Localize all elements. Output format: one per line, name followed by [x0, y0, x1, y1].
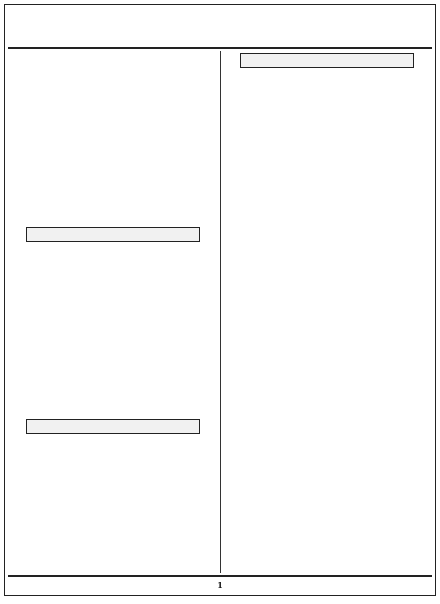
- letter-header: [26, 227, 200, 242]
- page-number: 1: [217, 580, 223, 590]
- column-divider: [220, 51, 221, 573]
- continued-text: [8, 51, 218, 221]
- masthead-title: [8, 8, 432, 26]
- left-column: [8, 51, 218, 573]
- masthead-publisher-line: [8, 37, 432, 46]
- letter-section: [222, 51, 432, 573]
- page-footer: [8, 575, 432, 593]
- masthead: [8, 7, 432, 49]
- masthead-subtitle: [8, 27, 432, 36]
- newsletter-page: [4, 4, 436, 596]
- letter-header: [240, 53, 414, 68]
- letter-section: [8, 417, 218, 573]
- letter-section: [8, 225, 218, 413]
- letter-header: [26, 419, 200, 434]
- right-column: [222, 51, 432, 573]
